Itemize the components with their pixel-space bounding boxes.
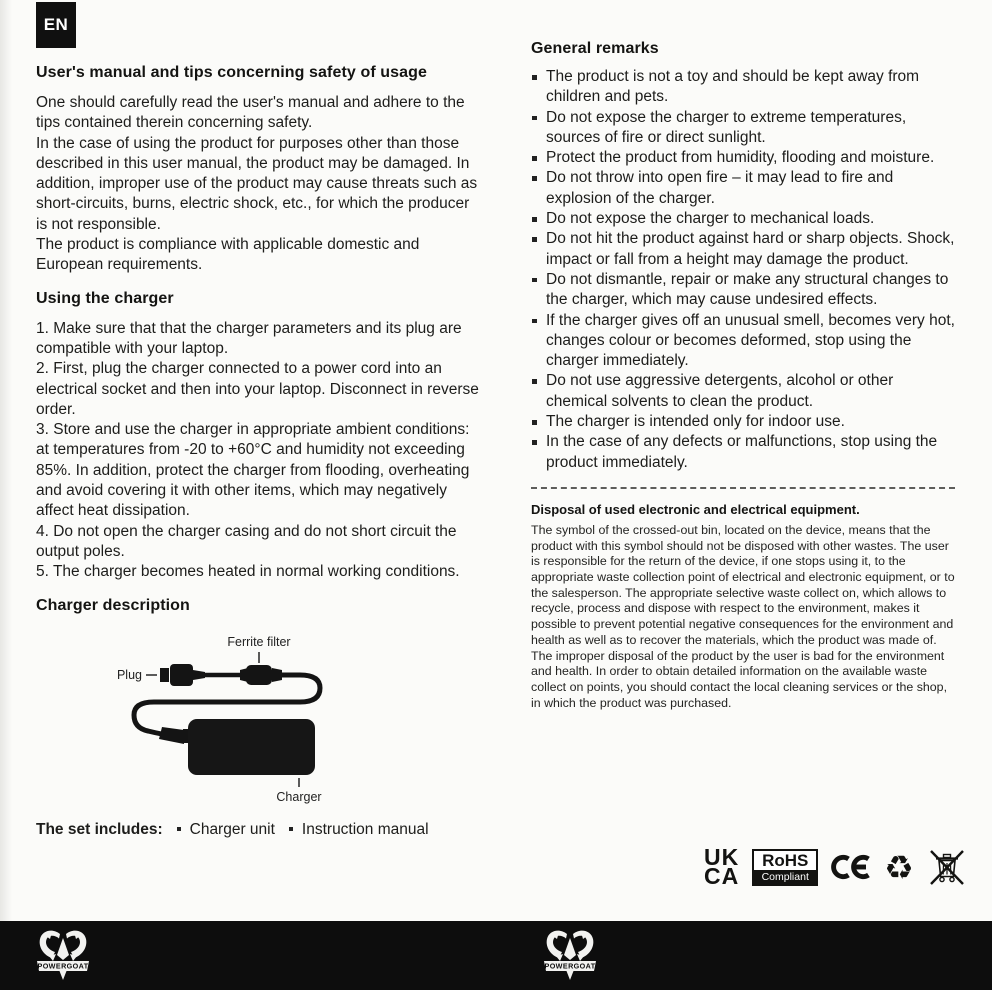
charger-label: Charger xyxy=(276,789,322,804)
general-remarks-heading: General remarks xyxy=(531,40,659,57)
ferrite-filter-label: Ferrite filter xyxy=(227,634,291,649)
general-remarks-list xyxy=(531,67,955,473)
remark-item: Do not use aggressive detergents, alcohol or other chemical solvents to clean the product. xyxy=(531,371,955,412)
rohs-top-label: RoHS xyxy=(762,850,809,870)
remark-item: If the charger gives off an unusual smell, becomes very hot, changes colour or becomes deformed, stop using the charger immediately. xyxy=(531,311,955,372)
safety-paragraph: In the case of using the product for purposes other than those described in this user manual, the product may be damaged. In addition, improper use of the product may cause threats such as short-circuits, burns, electric shock, etc., for which the producer is not responsible. xyxy=(36,134,478,233)
remark-item: Do not dismantle, repair or make any structural changes to the charger, which may cause undesired effects. xyxy=(531,270,955,311)
using-charger-heading: Using the charger xyxy=(36,289,174,307)
powergoat-logo-icon xyxy=(32,927,94,985)
section-divider xyxy=(531,487,955,489)
step-item: 3. Store and use the charger in appropriate ambient conditions: at temperatures from -20 to +60°C and humidity not exceeding 85%. In addition, protect the charger from flooding, overheating and avoid covering it with other items, which may negatively affect heat dissipation. xyxy=(36,421,470,520)
remark-item: Protect the product from humidity, flooding and moisture. xyxy=(531,148,955,168)
step-item: 5. The charger becomes heated in normal working conditions. xyxy=(36,563,460,581)
step-item: 2. First, plug the charger connected to a power cord into an electrical socket and then into your laptop. Disconnect in reverse order. xyxy=(36,360,479,418)
plug-connector-icon xyxy=(160,664,205,686)
set-includes-item: Instruction manual xyxy=(289,821,429,839)
remark-item: Do not expose the charger to extreme temperatures, sources of fire or direct sunlight. xyxy=(531,108,955,149)
recycle-symbol-icon: ♻ xyxy=(884,847,914,887)
weee-crossed-bin-icon xyxy=(927,847,967,887)
remark-item: Do not throw into open fire – it may lead to fire and explosion of the charger. xyxy=(531,168,955,209)
set-includes-item: Charger unit xyxy=(177,821,275,839)
disposal-heading: Disposal of used electronic and electrical equipment. xyxy=(531,501,860,517)
footer-bar xyxy=(0,921,992,990)
certification-marks-row xyxy=(704,844,967,889)
charger-description-heading: Charger description xyxy=(36,596,190,614)
plug-label: Plug xyxy=(116,667,142,682)
remark-item: Do not expose the charger to mechanical loads. xyxy=(531,209,955,229)
right-column xyxy=(531,40,955,711)
safety-paragraph: One should carefully read the user's manual and adhere to the tips contained therein concerning safety. xyxy=(36,94,465,132)
rohs-bottom-label: Compliant xyxy=(754,870,816,884)
charger-body-icon xyxy=(188,719,315,775)
ukca-line1: UK xyxy=(704,844,740,870)
ferrite-filter-icon xyxy=(240,665,282,685)
using-charger-steps xyxy=(36,319,482,583)
safety-paragraphs xyxy=(36,93,482,276)
left-column xyxy=(36,64,482,839)
step-item: 4. Do not open the charger casing and do not short circuit the output poles. xyxy=(36,522,457,560)
ukca-mark-icon xyxy=(704,844,740,889)
remark-item: Do not hit the product against hard or sharp objects. Shock, impact or fall from a height may damage the product. xyxy=(531,229,955,270)
powergoat-brand-text: POWERGOAT xyxy=(37,961,89,971)
remark-item: In the case of any defects or malfunctions, stop using the product immediately. xyxy=(531,432,955,473)
ukca-line2: CA xyxy=(704,863,740,889)
ce-mark-icon xyxy=(831,853,871,881)
powergoat-brand-text: POWERGOAT xyxy=(544,961,596,971)
disposal-body: The symbol of the crossed-out bin, located on the device, means that the product with this symbol should not be disposed with other wastes. The user is responsible for the return of the device, if one stops using it, to the appropriate waste collection point of electrical and electronic equipment, or to the salesperson. The appropriate selective waste collect on, which allows to recycle, process and dispose with respect to the environment, makes it possible to prevent potential negative consequences for the environment and health as well as to recover the materials, which the product was made of. The improper disposal of the product by the user is bad for the environment and health. In order to obtain detailed information on the available waste collect on points, you should contact the local cleaning services or the shop, in which the product was purchased. xyxy=(531,522,955,710)
safety-section-heading: User's manual and tips concerning safety of usage xyxy=(36,64,428,81)
step-item: 1. Make sure that that the charger parameters and its plug are compatible with your laptop. xyxy=(36,319,462,357)
remark-item: The product is not a toy and should be kept away from children and pets. xyxy=(531,67,955,108)
charger-diagram xyxy=(36,630,482,808)
language-badge: EN xyxy=(36,2,76,48)
safety-paragraph: The product is compliance with applicable domestic and European requirements. xyxy=(36,236,420,274)
remark-item: The charger is intended only for indoor use. xyxy=(531,412,955,432)
set-includes-label: The set includes: xyxy=(36,820,163,838)
rohs-mark-icon xyxy=(752,849,818,886)
set-includes-row xyxy=(36,821,482,839)
dc-connector-icon xyxy=(159,727,190,744)
powergoat-logo-icon xyxy=(539,927,601,985)
